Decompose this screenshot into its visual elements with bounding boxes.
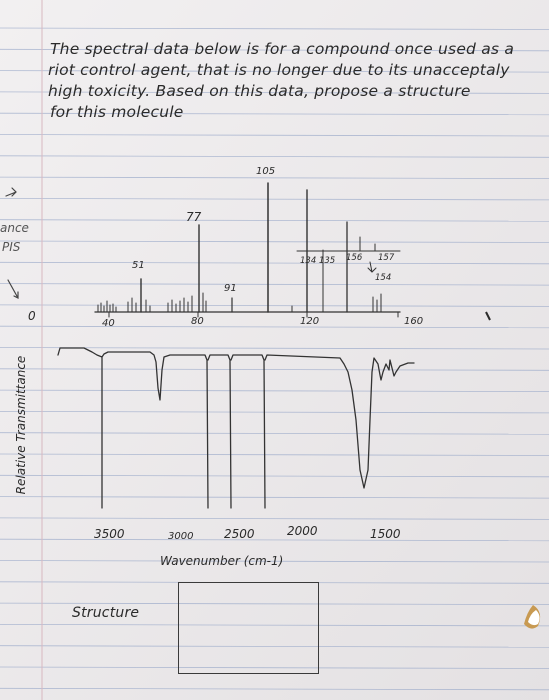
ms-label-154: 154	[375, 273, 392, 283]
margin-note-pis: PIS	[2, 240, 21, 254]
ms-label-157: 157	[378, 253, 395, 263]
question-line-4: for this molecule	[50, 103, 184, 121]
ms-label-91: 91	[224, 283, 237, 294]
ms-label-77: 77	[186, 210, 202, 224]
ir-xtick-2500: 2500	[224, 527, 255, 541]
ir-xtick-2000: 2000	[287, 524, 318, 538]
ms-xtick-80: 80	[191, 316, 204, 327]
ir-xtick-3000: 3000	[168, 531, 194, 542]
ir-xtick-3500: 3500	[94, 527, 125, 541]
ms-label-105: 105	[256, 166, 276, 177]
ms-label-134-135: 134 135	[300, 256, 336, 266]
ir-y-label: Relative Transmittance	[14, 355, 28, 495]
ms-label-156: 156	[346, 253, 363, 263]
ms-label-51: 51	[132, 260, 145, 271]
ms-xtick-160: 160	[404, 316, 424, 327]
ir-xtick-1500: 1500	[370, 527, 401, 541]
question-line-2: riot control agent, that is no longer due to its unacceptaly	[48, 61, 510, 79]
structure-label: Structure	[72, 605, 140, 621]
margin-zero: 0	[28, 309, 36, 323]
margin-note-ance: ance	[0, 221, 29, 235]
ms-xtick-40: 40	[102, 318, 115, 329]
ir-x-label: Wavenumber (cm-1)	[160, 554, 284, 568]
ms-xtick-120: 120	[300, 316, 320, 327]
structure-answer-box[interactable]	[178, 582, 319, 674]
question-line-3: high toxicity. Based on this data, propose a structure	[48, 82, 471, 100]
question-line-1: The spectral data below is for a compound once used as a	[50, 40, 515, 58]
